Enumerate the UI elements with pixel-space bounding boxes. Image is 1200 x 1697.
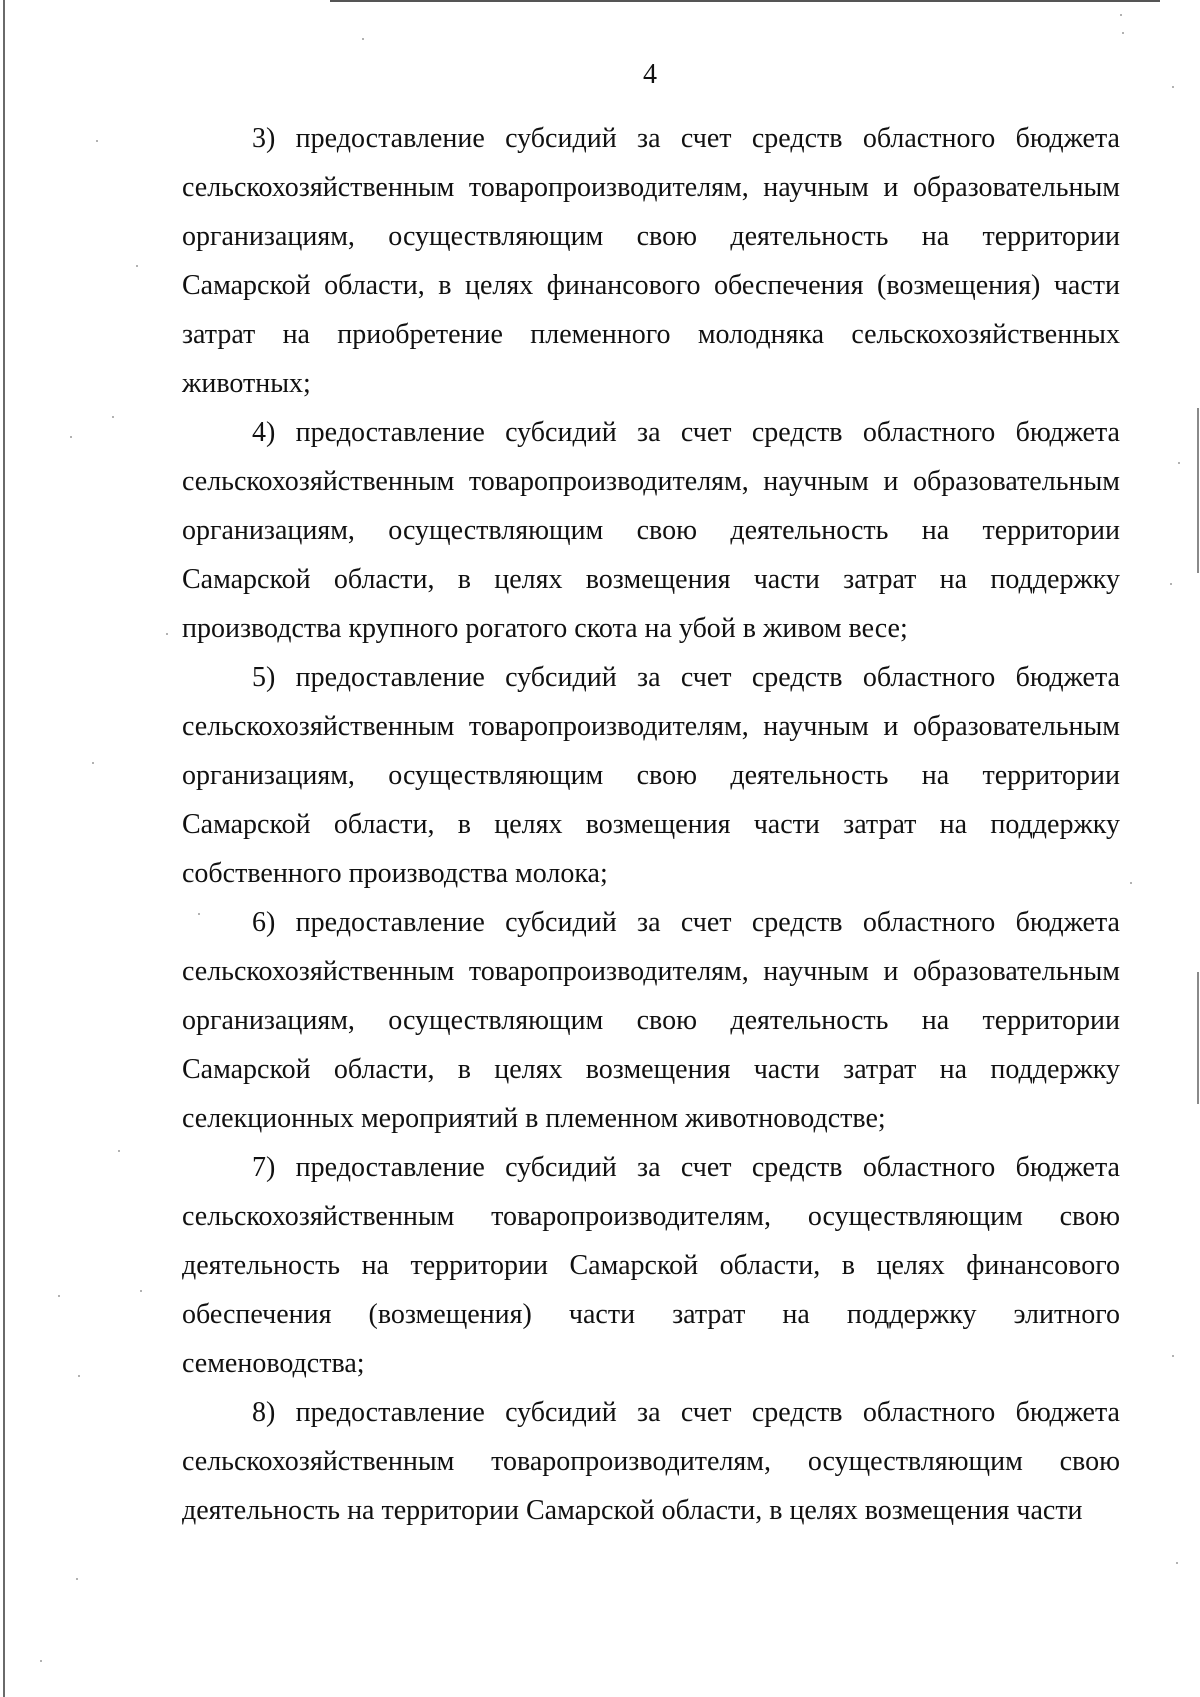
paragraph-item-2 — [182, 408, 1120, 653]
scan-edge-right — [1197, 972, 1199, 1104]
paragraph-item-3 — [182, 653, 1120, 898]
paragraph-line: сельскохозяйственным товаропроизводителям, научным и образовательным — [182, 172, 1120, 203]
paragraph-line: сельскохозяйственным товаропроизводителям, научным и образовательным — [182, 956, 1120, 987]
paragraph-line: организациям, осуществляющим свою деятельность на территории — [182, 221, 1120, 252]
scan-speck — [1172, 1355, 1174, 1357]
paragraph-line: 6) предоставление субсидий за счет средств областного бюджета — [252, 907, 1120, 938]
paragraph-line: Самарской области, в целях возмещения части затрат на поддержку — [182, 564, 1120, 595]
scan-speck — [78, 1375, 80, 1377]
paragraph-line: деятельность на территории Самарской области, в целях возмещения части — [182, 1495, 1083, 1526]
scan-speck — [140, 1290, 142, 1292]
scan-speck — [70, 436, 72, 438]
scan-speck — [1122, 32, 1124, 34]
paragraph-line: Самарской области, в целях возмещения части затрат на поддержку — [182, 809, 1120, 840]
scan-edge-right — [1197, 408, 1199, 573]
paragraph-item-5 — [182, 1143, 1120, 1388]
scan-speck — [112, 416, 114, 418]
paragraph-line: Самарской области, в целях финансового обеспечения (возмещения) части — [182, 270, 1120, 301]
paragraph-item-6 — [182, 1388, 1120, 1535]
paragraph-line: 3) предоставление субсидий за счет средств областного бюджета — [252, 123, 1120, 154]
paragraph-line: Самарской области, в целях возмещения части затрат на поддержку — [182, 1054, 1120, 1085]
scan-speck — [92, 762, 94, 764]
paragraph-line: сельскохозяйственным товаропроизводителям, научным и образовательным — [182, 466, 1120, 497]
paragraph-line: собственного производства молока; — [182, 858, 608, 889]
paragraph-line: сельскохозяйственным товаропроизводителям, научным и образовательным — [182, 711, 1120, 742]
document-body — [182, 114, 1120, 1535]
paragraph-line: 8) предоставление субсидий за счет средств областного бюджета — [252, 1397, 1120, 1428]
scan-edge-left — [3, 0, 5, 1697]
paragraph-item-4 — [182, 898, 1120, 1143]
paragraph-item-1 — [182, 114, 1120, 408]
paragraph-line: 7) предоставление субсидий за счет средств областного бюджета — [252, 1152, 1120, 1183]
scan-speck — [1176, 1562, 1178, 1564]
scan-speck — [118, 1150, 120, 1152]
scan-speck — [40, 1660, 42, 1662]
paragraph-line: деятельность на территории Самарской области, в целях финансового — [182, 1250, 1120, 1281]
paragraph-line: затрат на приобретение племенного молодняка сельскохозяйственных — [182, 319, 1120, 350]
scan-speck — [1130, 882, 1132, 884]
scan-speck — [96, 140, 98, 142]
scan-speck — [76, 1578, 78, 1580]
paragraph-line: производства крупного рогатого скота на убой в живом весе; — [182, 613, 908, 644]
scan-speck — [362, 38, 364, 40]
paragraph-line: организациям, осуществляющим свою деятельность на территории — [182, 760, 1120, 791]
scan-edge-top — [330, 0, 1160, 2]
paragraph-line: животных; — [182, 368, 311, 399]
scan-speck — [58, 1295, 60, 1297]
scan-speck — [1178, 462, 1180, 464]
paragraph-line: сельскохозяйственным товаропроизводителям, осуществляющим свою — [182, 1446, 1120, 1477]
paragraph-line: селекционных мероприятий в племенном животноводстве; — [182, 1103, 886, 1134]
paragraph-line: сельскохозяйственным товаропроизводителям, осуществляющим свою — [182, 1201, 1120, 1232]
paragraph-line: обеспечения (возмещения) части затрат на поддержку элитного — [182, 1299, 1120, 1330]
paragraph-line: семеноводства; — [182, 1348, 365, 1379]
paragraph-line: 4) предоставление субсидий за счет средств областного бюджета — [252, 417, 1120, 448]
paragraph-line: 5) предоставление субсидий за счет средств областного бюджета — [252, 662, 1120, 693]
scan-speck — [136, 265, 138, 267]
page-number: 4 — [643, 59, 657, 90]
scan-speck — [166, 633, 168, 635]
scan-speck — [1170, 583, 1172, 585]
paragraph-line: организациям, осуществляющим свою деятельность на территории — [182, 1005, 1120, 1036]
scan-speck — [1120, 14, 1122, 16]
paragraph-line: организациям, осуществляющим свою деятельность на территории — [182, 515, 1120, 546]
